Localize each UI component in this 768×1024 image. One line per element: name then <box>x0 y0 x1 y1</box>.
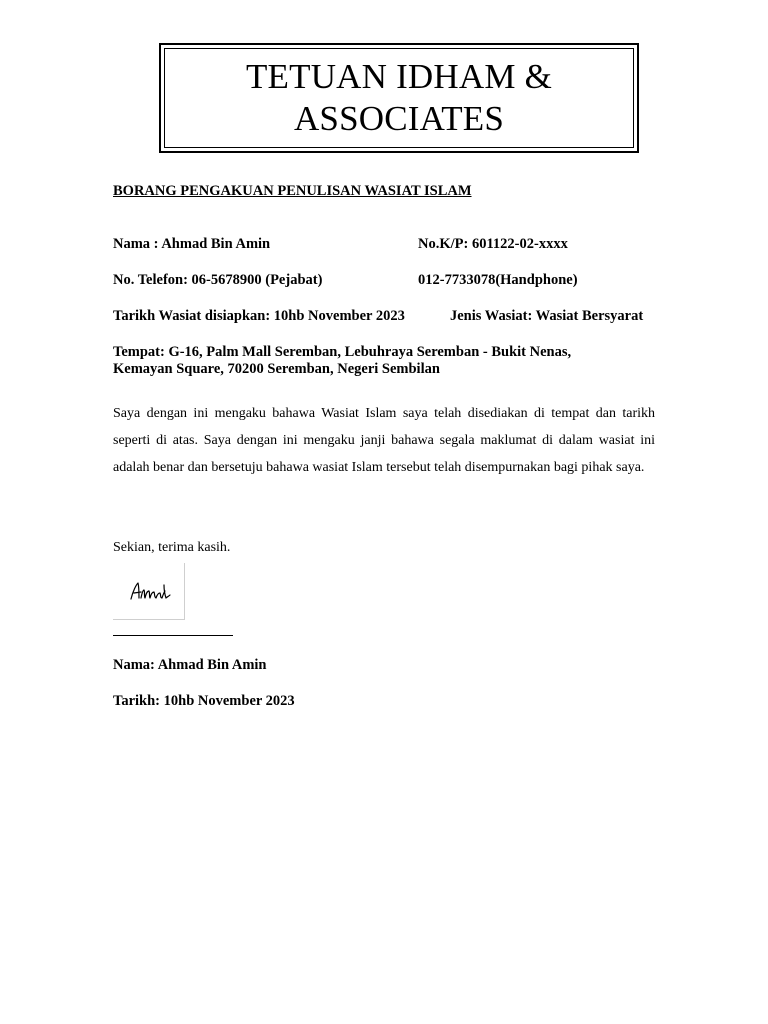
will-type-field: Jenis Wasiat: Wasiat Bersyarat <box>450 308 644 324</box>
handwritten-signature <box>127 577 175 605</box>
firm-header-inner <box>164 48 634 148</box>
form-title: BORANG PENGAKUAN PENULISAN WASIAT ISLAM <box>113 183 472 199</box>
ic-number-field: No.K/P: 601122-02-xxxx <box>418 236 568 252</box>
name-field: Nama : Ahmad Bin Amin <box>113 236 271 252</box>
date-prepared-field: Tarikh Wasiat disiapkan: 10hb November 2023 <box>113 308 405 324</box>
place-field-line-2: Kemayan Square, 70200 Seremban, Negeri Sembilan <box>113 361 440 377</box>
closing-text: Sekian, terima kasih. <box>113 540 231 555</box>
firm-name: TETUAN IDHAM & ASSOCIATES <box>245 57 553 138</box>
signature-line <box>113 635 233 636</box>
declaration-paragraph: Saya dengan ini mengaku bahawa Wasiat Islam saya telah disediakan di tempat dan tarikh seperti di atas. Saya dengan ini mengaku janji bahawa segala maklumat di dalam wasiat ini adalah benar dan bersetuju bahawa wasiat Islam tersebut telah disempurnakan bagi pihak saya. <box>113 406 655 475</box>
firm-header-box <box>159 43 639 153</box>
signing-date: Tarikh: 10hb November 2023 <box>113 693 295 709</box>
place-field-line-1: Tempat: G-16, Palm Mall Seremban, Lebuhraya Seremban - Bukit Nenas, <box>113 344 572 360</box>
phone-office-field: No. Telefon: 06-5678900 (Pejabat) <box>113 272 323 288</box>
signer-name: Nama: Ahmad Bin Amin <box>113 657 267 673</box>
phone-mobile-field: 012-7733078(Handphone) <box>418 272 578 288</box>
signature-box <box>113 563 185 620</box>
